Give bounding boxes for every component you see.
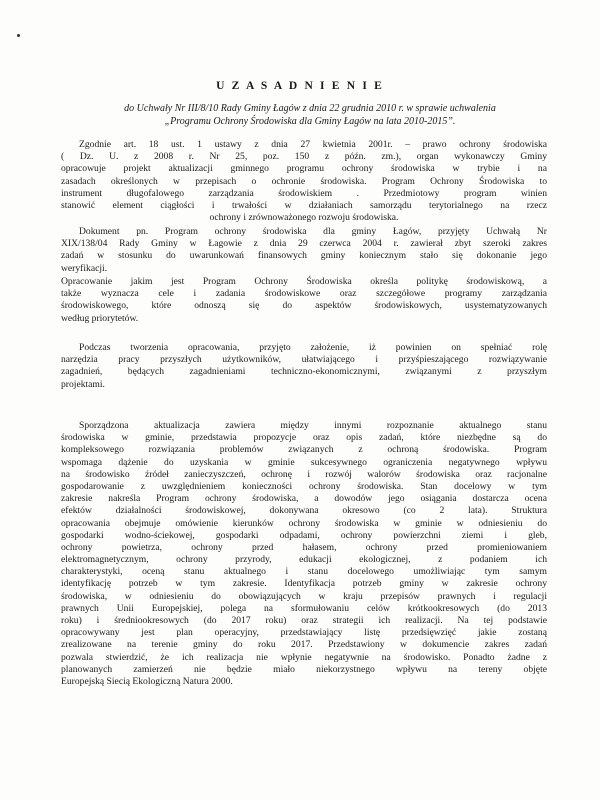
text-line: opracowywany jest plan operacyjny, przedstawiający listę przedsięwzięć jakie zostaną	[61, 627, 547, 639]
text-line: opracowania obejmuje omówienie kierunków ochrony środowiska w gminie w odniesieniu do	[61, 517, 547, 529]
text-line: XIX/138/04 Rady Gminy w Łagowie z dnia 29 czerwca 2004 r. zawierał zbyt szeroki zakres	[61, 238, 547, 250]
text-line: zakresie nakreśla Program ochrony środowiska, a dowodów jego osiągania dostarcza ocena	[61, 493, 547, 505]
text-line: Podczas tworzenia opracowania, przyjęto założenie, iż powinien on spełniać rolę	[79, 342, 547, 353]
text-line: ochrony i zrównoważonego rozwoju środowiska.	[209, 212, 399, 224]
paragraph-legal-basis	[61, 139, 547, 224]
text-line: zrealizowane na terenie gminy do roku 2017. Przedstawiony w dokumencie zakres zadań	[61, 639, 547, 651]
resolution-reference-line-1: do Uchwały Nr III/8/10 Rady Gminy Łagów z dnia 22 grudnia 2010 r. w sprawie uchwalenia	[124, 103, 496, 114]
text-line: instrument długofalowego zarządzania środowiskiem . Przedmiotowy program winien	[61, 187, 547, 199]
text-line: na środowisko źródeł zanieczyszczeń, ochronę i rozwój walorów środowiska oraz racjonalne	[61, 468, 547, 480]
text-line: wspomaga dążenie do uzyskania w gminie sukcesywnego ograniczenia negatywnego wpływu	[61, 456, 547, 468]
text-line: kompleksowego rozwiązania problemów związanych z ochroną środowiska. Program	[61, 444, 547, 456]
text-line: Europejską Siecią Ekologiczną Natura 2000.	[61, 675, 233, 687]
text-line: zagadnień, będących zagadnieniami techniczno-ekonomicznymi, związanymi z przyszłym	[61, 366, 547, 378]
text-line: Zgodnie art. 18 ust. 1 ustawy z dnia 27 kwietnia 2001r. – prawo ochrony środowiska	[79, 139, 547, 150]
text-line: planowanych zamierzeń nie będzie miało niekorzystnego wpływu na tereny objęte	[61, 663, 547, 675]
text-line: środowiska, w odniesieniu do obowiązujących w kraju przepisów prawnych i regulacji	[61, 590, 547, 602]
text-line: charakterystyki, oceną stanu aktualnego i stanu docelowego umożliwiając tym samym	[61, 566, 547, 578]
text-line: gospodarki wodno-ściekowej, gospodarki odpadami, ochrony powierzchni ziemi i gleb,	[61, 529, 547, 541]
text-line: prawnych Unii Europejskiej, polega na sformułowaniu celów krótkookresowych (do 2013	[61, 602, 547, 614]
paragraph-previous-document	[61, 226, 547, 275]
paragraph-policy	[61, 276, 547, 325]
scan-speck	[17, 34, 20, 37]
text-line: pozwala stwierdzić, że ich realizacja nie wpłynie negatywnie na środowisko. Ponadto żadne z	[61, 651, 547, 663]
text-line: zadań w stosunku do uwarunkowań finansowych gminy koniecznym stało się dokonanie jego	[61, 250, 547, 262]
text-line: elektromagnetycznym, ochrony przyrody, edukacji ekologicznej, z podaniem ich	[61, 554, 547, 566]
document-title: U Z A S A D N I E N I E	[216, 80, 384, 92]
text-line: opracowuje projekt aktualizacji gminnego programu ochrony środowiska w trybie i na	[61, 163, 547, 175]
text-line: roku) i średniookresowych (do 2017 roku) oraz strategii ich realizacji. Na tej podstawie	[61, 615, 547, 626]
text-line: projektami.	[61, 378, 105, 390]
text-line: Opracowanie jakim jest Program Ochrony Środowiska określa politykę środowiskową, a	[61, 276, 547, 287]
text-line: środowiskowego, które odnoszą się do aspektów środowiskowych, usystematyzowanych	[61, 300, 547, 312]
paragraph-update-scope	[61, 420, 547, 688]
text-line: gospodarowanie z uwzględnieniem konieczności ochrony środowiska. Stan docelowy w tym	[61, 480, 547, 492]
text-line: weryfikacji.	[61, 262, 108, 274]
text-line: według priorytetów.	[61, 312, 139, 324]
text-line: narzędzia pracy przyszłych użytkowników, ułatwiającego i przyśpieszającego rozwiązywanie	[61, 354, 547, 366]
text-line: środowiska w gminie, przedstawia propozycje oraz opis zadań, które niezbędne są do	[61, 432, 547, 444]
resolution-reference-line-2: „Programu Ochrony Środowiska dla Gminy Łagów na lata 2010-2015”.	[164, 116, 456, 127]
text-line: ochrony powietrza, ochrony przed hałasem, ochrony przed promieniowaniem	[61, 541, 547, 553]
text-line: Dokument pn. Program ochrony środowiska dla gminy Łagów, przyjęty Uchwałą Nr	[79, 226, 547, 237]
text-line: także wyznacza cele i zadania środowiskowe oraz szczegółowe programy zarządzania	[61, 288, 547, 300]
text-line: stanowić element ciągłości i trwałości w działaniach samorządu terytorialnego na rzecz	[61, 199, 547, 211]
text-line: Sporządzona aktualizacja zawiera między innymi rozpoznanie aktualnego stanu	[79, 420, 547, 431]
paragraph-assumptions	[61, 342, 547, 391]
text-line: zasadach określonych w przepisach o ochronie środowiska. Program Ochrony Środowiska to	[61, 175, 547, 187]
text-line: efektów działalności środowiskowej, dokonywana okresowo (co 2 lata). Struktura	[61, 505, 547, 517]
text-line: identyfikację potrzeb w tym zakresie. Identyfikacja potrzeb gminy w zakresie ochrony	[61, 578, 547, 590]
text-line: ( Dz. U. z 2008 r. Nr 25, poz. 150 z późn. zm.), organ wykonawczy Gminy	[61, 151, 547, 163]
